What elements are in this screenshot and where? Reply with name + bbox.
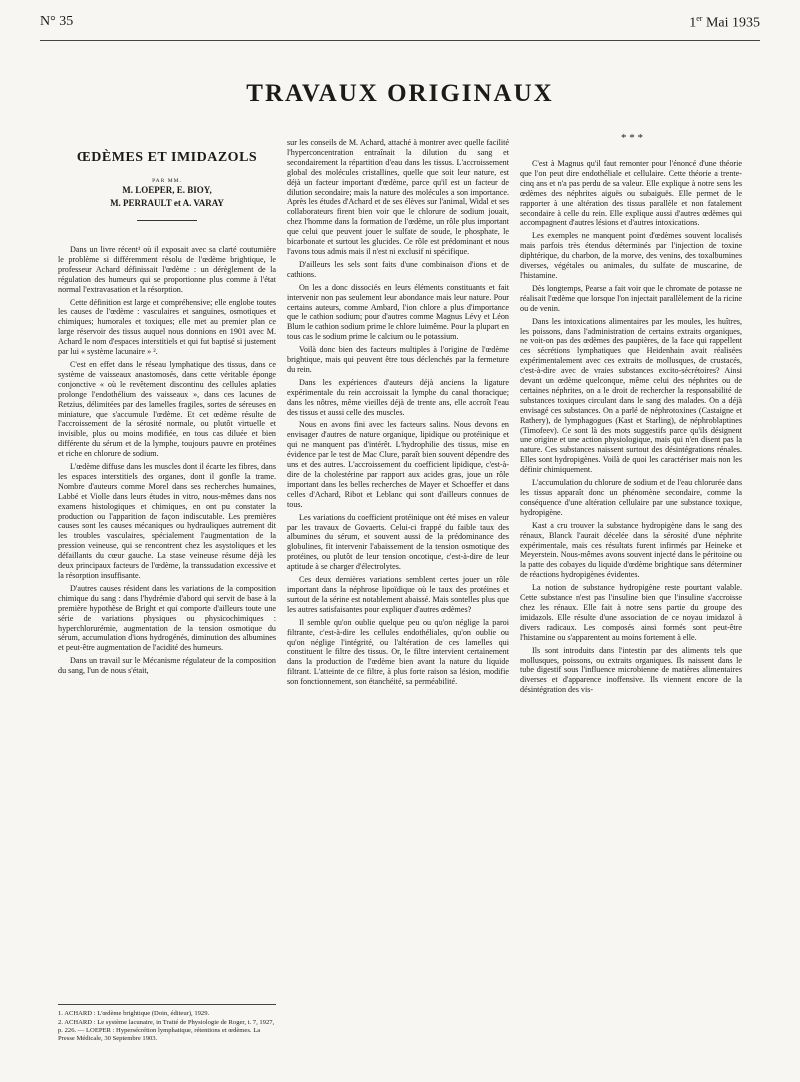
- section-mark: * * *: [621, 132, 643, 144]
- paragraph: Dans un travail sur le Mécanisme régulateur de la composition du sang, l'un de nous s'était,: [58, 656, 276, 676]
- issue-date: 1er Mai 1935: [689, 14, 760, 31]
- article-title: ŒDÈMES ET IMIDAZOLS: [76, 150, 258, 165]
- footnotes: [58, 1004, 276, 1044]
- paragraph: L'accumulation du chlorure de sodium et de l'eau chlorurée dans les tissus apparaît donc un phénomène secondaire, comme la conséquence d'une altération cellulaire par une substance toxique, hydropigène.: [520, 478, 742, 517]
- paragraph: C'est en effet dans le réseau lymphatique des tissus, dans ce système de vaisseaux anastomosés, dans cette véritable éponge conjonctive « où le revêtement discontinu des cellules aplaties prolonge l'endothélium des vaisseaux », dans ces lacunes de Retzius, délimitées par des lamelles fragiles, sortes de séreuses en miniature, que s'accumule l'œdème. Et cet œdème résulte de l'accroissement de la sérosité normale, ou plutôt virtuelle et invisible, plus ou moins modifiée, en tous cas diluée et bien différente du sérum et de la lymphe, toujours pauvre en protéines et riche en chlorure de sodium.: [58, 359, 276, 459]
- paragraph: La notion de substance hydropigène reste pourtant valable. Cette substance n'est pas l'insuline bien que l'insuline s'accroisse chez les rénaux. Elle fait à notre sens partie du groupe des imidazols. Elle résulte d'une association de ce noyau imidazol à divers radicaux. Les composés ainsi formés sont peut-être l'histamine ou s'apparentent au moins fortement à elle.: [520, 583, 742, 642]
- paragraph: Cette définition est large et compréhensive; elle englobe toutes les causes de l'œdème : vasculaires et sanguines, osmotiques et chimiques; humorales et toxiques; elle met au premier plan ce large réservoir des tissus auquel nous donnions en 1901 avec M. Achard le nom d'espaces interstitiels et qui fut baptisé si justement par lui « système lacunaire » ².: [58, 297, 276, 357]
- title-rule: [137, 220, 197, 221]
- par-label: PAR MM.: [152, 178, 182, 184]
- paragraph: Les variations du coefficient protéinique ont été mises en valeur par les travaux de Govaerts. Celui-ci frappé du faible taux des albumines du sérum, et souvent aussi de la prédominance des globulines, fit intervenir l'abaissement de la tension osmotique des protéines, ou plutôt de leur tension oncotique, c'est-à-dire de leur aptitude à se charger d'électrolytes.: [287, 512, 509, 572]
- authors-line-2: M. PERRAULT et A. VARAY: [110, 198, 224, 208]
- paragraph: D'autres causes résident dans les variations de la composition chimique du sang : dans l'hydrémie d'abord qui servit de base à la première hypothèse de Bright et qui comporte d'ailleurs toute une série de variations physiques ou physicochimiques : hyperchlorurémie, augmentation de la tension osmotique du sérum, accumulation d'ions hydrogénés, diminution des albumines et peut-être augmentation de l'acidité des humeurs.: [58, 583, 276, 653]
- paragraph: Les exemples ne manquent point d'œdèmes souvent localisés mais parfois très étendus déterminés par l'injection de toxine diphtérique, du charbon, de la morve, des venins, des toxalbumines diverses, végétales ou animales, du sulfate de muscarine, de l'histamine.: [520, 231, 742, 280]
- authors-line-1: M. LOEPER, E. BIOY,: [122, 185, 212, 195]
- paragraph: Il semble qu'on oublie quelque peu ou qu'on néglige la paroi filtrante, c'est-à-dire les cellules endothéliales, qu'on oublie ou qu'on néglige l'intégrité, ou l'altération de ces lamelles qui constituent le filtre des tissus. Or, le filtre intervient certainement dans la production de l'œdème bien avant la nature du liquide filtrant. L'atteinte de ce filtre, à plus forte raison sa lésion, modifie son fonctionnement, son étanchéité, sa perméabilité.: [287, 617, 509, 687]
- paragraph: Voilà donc bien des facteurs multiples à l'origine de l'œdème brightique, mais qui peuvent être tous déclenchés par la fermeture du rein.: [287, 345, 509, 374]
- footnote: 2. ACHARD : Le système lacunaire, in Traité de Physiologie de Roger, t. 7, 1927, p. 226. — LOEPER : Hypersécrétion lymphatique, rétentions et œdèmes. La Presse Médicale, 30 Septembre 1903.: [58, 1019, 275, 1042]
- section-title: TRAVAUX ORIGINAUX: [246, 80, 554, 107]
- paragraph: Ils sont introduits dans l'intestin par des aliments tels que mollusques, poissons, ou extraits organiques. Ils naissent dans le tube digestif sous l'influence microbienne de matières alimentaires diverses et d'apparence inoffensive. Ils viennent encore de la désintégration des vis-: [520, 645, 742, 695]
- paragraph: L'œdème diffuse dans les muscles dont il écarte les fibres, dans les espaces interstitiels des organes, dont il gonfle la trame. Nombre d'auteurs comme Morel dans ses recherches humaines, Labbé et Violle dans leurs études in vitro, nous-mêmes dans nos examens histologiques et chimiques, en ont pu constater la production ou l'apparition de façon indiscutable. Les premières causes sont les causes mécaniques ou hydrauliques autrement dit les troubles vasculaires, spécialement l'augmentation de la pression veineuse, qui se rencontrent chez les asystoliques et les défaillants du cœur gauche. La stase veineuse résume déjà les deux principaux facteurs de l'œdème, la transsudation excessive et la résorption insuffisante.: [58, 462, 276, 580]
- footnote: 1. ACHARD : L'œdème brightique (Doin, éditeur), 1929.: [58, 1010, 210, 1017]
- paragraph: C'est à Magnus qu'il faut remonter pour l'énoncé d'une théorie que l'on peut dire endothéliale et cellulaire. Cette théorie a trente-cinq ans et n'a pas perdu de sa valeur. Elle explique à notre sens les œdèmes des néphrites aiguës ou subaiguës. Elle permet de le rapporter à une altération des tissus parallèle et non fatalement secondaire à celle du rein. Elle explique aussi d'autres œdèmes qui accompagnent d'autres lésions et d'autres intoxications.: [520, 159, 742, 228]
- page-header: [40, 14, 760, 41]
- paragraph: Dans un livre récent¹ où il exposait avec sa clarté coutumière le problème si différemment résolu de l'œdème brightique, le professeur Achard définissait l'œdème : un dérèglement de la régulation des humeurs qui se proportionne plus comme à l'état normal l'extravasation et la résorption.: [58, 245, 276, 294]
- paragraph: Dans les intoxications alimentaires par les moules, les huîtres, les poissons, dans l'administration de certains extraits organiques, ne voit-on pas des œdèmes des paupières, de la face qui rappellent ces sécrétions lymphatiques que Heidenhain avait réalisées expérimentalement avec ces extraits de mollusques, de crustacés, c'est-à-dire avec de vraies substances excito-sécrétoires? Ainsi devant un œdème quelconque, même celui des néphrites ou de certaines néphrites, on a le droit de rechercher la responsabilité de substances toxiques circulant dans le sang des malades. On a déjà envisagé ces substances. On a parlé de néphrotoxines (Castaigne et Rathery), de lymphagogues (Kast et Starling), de néphroblaptines (Timofeev). Ce sont là des mots suggestifs parce qu'ils désignent une origine et une action physiologique, mais qui n'en disent pas la nature. Ces substances naissent surtout des désintégrations rénales. Elles sont hydropigènes. Voilà de quoi les caractériser mais non les définir chimiquement.: [520, 316, 742, 475]
- column-2: [287, 138, 509, 690]
- paragraph: On les a donc dissociés en leurs éléments constituants et fait intervenir non pas seulement leur abondance mais leur nature. Pour certains auteurs, comme Ambard, l'ion chlore a plus d'importance que le cathion sodium; pour d'autres comme Magnus Lévy et Léon Blum le cathion sodium prime le chlore luimême. Pour la plupart en tous cas le sodium prime le calcium ou le potassium.: [287, 282, 509, 342]
- paragraph: D'ailleurs les sels sont faits d'une combinaison d'ions et de cathions.: [287, 259, 509, 279]
- paragraph: Ces deux dernières variations semblent certes jouer un rôle important dans la néphrose lipoïdique où le taux des protéines et surtout de la sérine est notablement abaissé. Mais sontelles plus que les autres satisfaisantes pour expliquer d'autres œdèmes?: [287, 575, 509, 614]
- article-heading: [58, 150, 276, 221]
- issue-number: N° 35: [40, 14, 74, 29]
- column-1: [58, 245, 276, 679]
- paragraph: Nous en avons fini avec les facteurs salins. Nous devons en envisager d'autres de nature organique, lipidique ou protéinique et qui ne manquent pas d'intérêt. L'hydrophilie des tissus, mise en évidence par le test de Mac Clure, paraît bien souvent dépendre des uns et des autres. L'accroissement du coefficient lipidique, c'est-à-dire de la cholestérine par rapport aux acides gras, joue un rôle important dans les belles recherches de Mayer et Schoeffer et dans celles d'Achard, Ribot et Leblanc qui sont d'ailleurs connues de tous.: [287, 420, 509, 509]
- column-3: [520, 159, 742, 698]
- paragraph: Kast a cru trouver la substance hydropigène dans le sang des rénaux, Blanck l'aurait décelée dans la sérosité d'une néphrite expérimentale, mais ces résultats furent infirmés par Heineke et Meyerstein. Nous-mêmes avons souvent injecté dans le péritoine ou la patte des cobayes du liquide d'œdème brightique sans déterminer de réactions hydropigènes évidentes.: [520, 520, 742, 580]
- paragraph: sur les conseils de M. Achard, attaché à montrer avec quelle facilité l'hyperconcentration entraînait la dilution du sang et secondairement la répartition d'eau dans les tissus. L'accroissement global des molécules cristallines, quelle que soit leur nature, est déjà un facteur important d'œdème, parce qu'il est un facteur de dilution secondaire; mais la nature des molécules a son importance. Après les études d'Achard et de ses élèves sur l'animal, Widal et ses collaborateurs firent bien voir que le chlorure de sodium jouait, chez l'homme dans la formation de l'œdème, un rôle plus important que celui que peuvent jouer le sulfate de soude, le phosphate, le bicarbonate et surtout les glucides. Ce rôle est prédominant et nous l'avons tous admis mais il n'est ni exclusif ni spécifique.: [287, 138, 509, 256]
- paragraph: Dès longtemps, Pearse a fait voir que le chromate de potasse ne réalisait l'œdème que lorsque l'on injectait parallèlement de la ricine ou de venin.: [520, 283, 742, 313]
- paragraph: Dans les expériences d'auteurs déjà anciens la ligature expérimentale du rein accroissait la lymphe du canal thoracique; dans les nôtres, même vieilles déjà de trente ans, elle accroît l'eau des tissus et aussi celle des muscles.: [287, 377, 509, 417]
